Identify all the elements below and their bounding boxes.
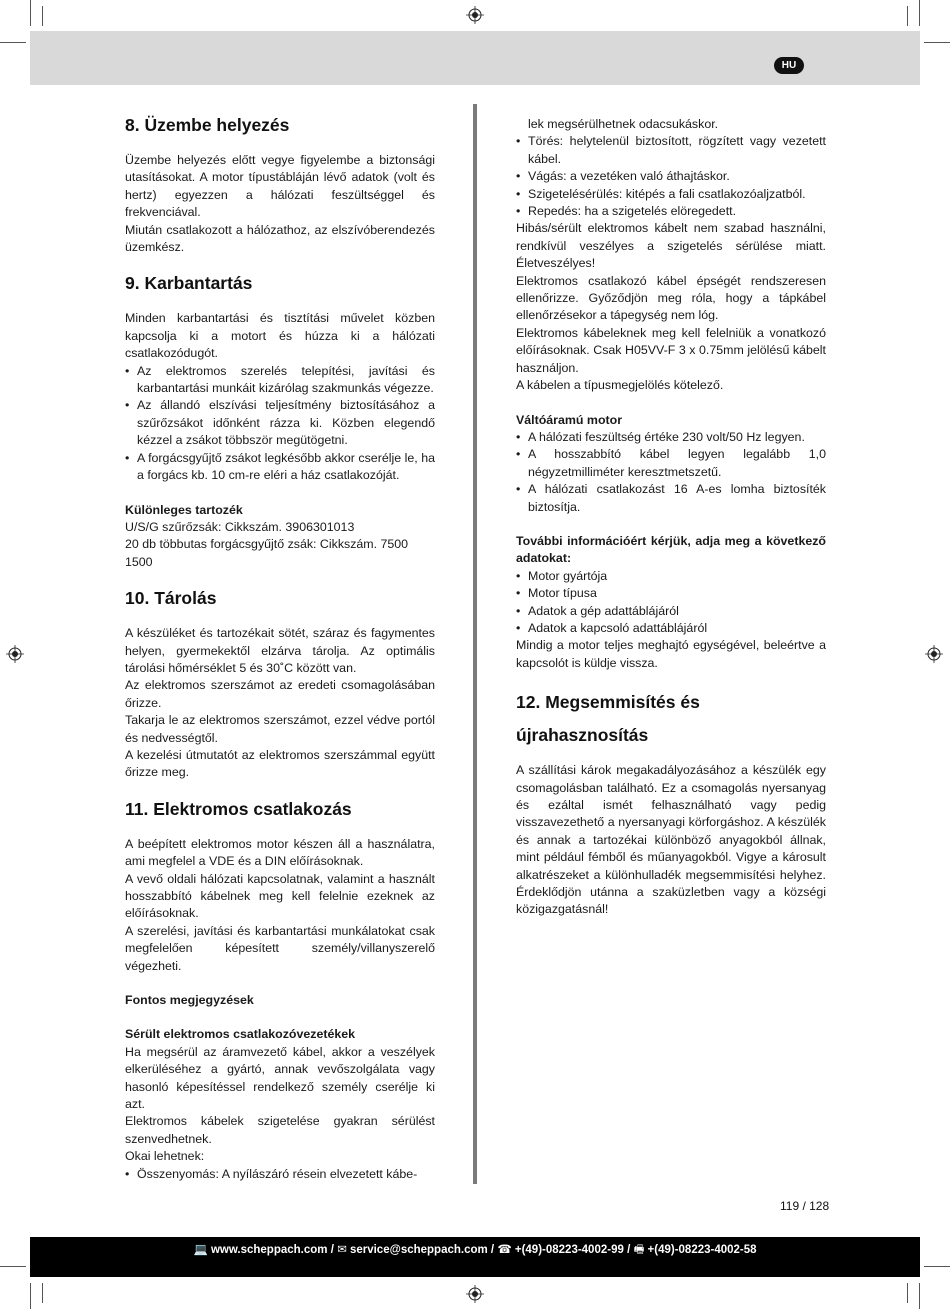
paragraph: A szerelési, javítási és karbantartási munkálatokat csak megfelelően képesített személy/villanyszerelő végezheti. (125, 923, 435, 973)
section-title-maintenance: 9. Karbantartás (125, 273, 253, 294)
crop-mark (30, 1283, 31, 1309)
paragraph: Üzembe helyezés előtt vegye figyelembe a biztonsági utasításokat. A motor típustábláján lévő adatok (volt és hertz) egyezzen a hálózati feszültséggel és frekvenciával. (125, 153, 435, 220)
crop-mark (0, 1266, 26, 1267)
footer-bar (30, 1237, 920, 1277)
fax-icon: 🖷 (633, 1244, 645, 1256)
phone-number: +(49)-08223-4002-99 (514, 1244, 624, 1256)
paragraph: Elektromos csatlakozó kábel épségét rendszeresen ellenőrizze. Győződjön meg róla, hogy a tápkábel ellenőrzésekor a tápegység nem lóg. (516, 273, 826, 323)
crop-mark (919, 0, 920, 26)
subheading-important-notes: Fontos megjegyzések (125, 993, 254, 1008)
website-link[interactable]: www.scheppach.com (210, 1244, 328, 1256)
paragraph: Mindig a motor teljes meghajtó egységével, beleértve a kapcsolót is küldje vissza. (516, 638, 826, 670)
causes-list (516, 133, 826, 220)
paragraph: A készüléket és tartozékait sötét, száraz és fagymentes helyen, gyermekektől elzárva tárolja. Az optimális tárolási hőmérséklet 5 és 30˚C között van. (125, 626, 435, 675)
page-number: 119 / 128 (780, 1199, 830, 1213)
ac-motor-list (516, 429, 826, 516)
paragraph: A kábelen a típusmegjelölés kötelező. (516, 378, 724, 393)
paragraph: A szállítási károk megakadályozásához a készülék egy csomagolásban található. Ez a csomagolás nyersanyag és ezáltal ismét felhasználható vagy pedig visszavezethető a nyersanyagi körforgáshoz. A készülék és annak a tartozékai különböző anyagokból állnak, mint például fémből és műanyagokból. Vigye a károsult alkatrészeket a különhulladék megsemmisítési helyhez. Érdeklődjön utánna a szaküzletben vagy a községi közigazgatásnál! (516, 763, 826, 917)
list-item: • A hálózati csatlakozást 16 A-es lomha biztosíték biztosítja. (516, 481, 826, 516)
list-item-continuation: lek megsérülhetnek odacsukáskor. (528, 117, 719, 131)
separator: / (487, 1244, 498, 1256)
causes-list-continued (516, 116, 826, 133)
subheading-further-info: További információért kérjük, adja meg a következő adatokat: (516, 533, 826, 566)
separator: / (327, 1244, 338, 1256)
computer-icon: 💻 (193, 1244, 208, 1256)
subheading-ac-motor: Váltóáramú motor (516, 412, 623, 427)
paragraph: Minden karbantartási és tisztítási művelet közben kapcsolja ki a motort és húzza ki a hálózati csatlakozódugót. (125, 311, 435, 361)
list-item: • Vágás: a vezetéken való áthajtáskor. (516, 168, 826, 185)
registration-mark-icon (925, 645, 943, 663)
list-item: • Motor típusa (516, 585, 826, 602)
paragraph: Elektromos kábeleknek meg kell felelniük a vonatkozó előírásoknak. Csak H05VV-F 3 x 0.75mm jelölésű kábelt használjon. (516, 325, 826, 375)
causes-list-start (125, 1166, 435, 1183)
section-title-storage: 10. Tárolás (125, 588, 217, 609)
list-item: • Az állandó elszívási teljesítmény biztosításához a szűrőzsákot időnként rázza ki. Közben elegendő kézzel a zsákot többször megütögetni. (125, 397, 435, 449)
registration-mark-icon (6, 645, 24, 663)
maintenance-list (125, 363, 435, 485)
mail-icon: ✉ (337, 1244, 347, 1256)
paragraph: Az elektromos szerszámot az eredeti csomagolásában őrizze. (125, 678, 435, 710)
crop-mark (924, 1266, 950, 1267)
list-item: • A hálózati feszültség értéke 230 volt/50 Hz legyen. (516, 429, 826, 446)
info-list (516, 568, 826, 638)
crop-mark (924, 42, 950, 43)
list-item: • Motor gyártója (516, 568, 826, 585)
paragraph: Okai lehetnek: (125, 1149, 205, 1164)
crop-mark (30, 0, 31, 26)
accessory-line: U/S/G szűrőzsák: Cikkszám. 3906301013 (125, 519, 355, 534)
subheading-damaged-cables: Sérült elektromos csatlakozóvezetékek (125, 1027, 356, 1042)
paragraph: Ha megsérül az áramvezető kábel, akkor a veszélyek elkerüléséhez a gyártó, annak vevőszolgálata vagy hasonló képesítéssel rendelkező személy cserélje ki azt. (125, 1044, 435, 1112)
list-item: • Az elektromos szerelés telepítési, javítási és karbantartási munkáit kizárólag szakmunkás végezze. (125, 363, 435, 398)
registration-mark-icon (466, 6, 484, 24)
crop-mark (907, 6, 908, 26)
fax-number: +(49)-08223-4002-58 (647, 1244, 757, 1256)
list-item: • A forgácsgyűjtő zsákot legkésőbb akkor cserélje le, ha a forgács kb. 10 cm-re eléri a ház csatlakozóját. (125, 450, 435, 485)
list-item: • A hosszabbító kábel legyen legalább 1,0 négyzetmilliméter keresztmetszetű. (516, 446, 826, 481)
phone-icon: ☎ (497, 1244, 512, 1256)
section-title-disposal: 12. Megsemmisítés és újrahasznosítás (516, 692, 700, 746)
paragraph: Miután csatlakozott a hálózathoz, az elszívóberendezés üzemkész. (125, 222, 435, 255)
list-item: • Adatok a kapcsoló adattáblájáról (516, 620, 826, 637)
section-title-startup: 8. Üzembe helyezés (125, 115, 290, 135)
list-item: • Szigetelésérülés: kitépés a fali csatlakozóaljzatból. (516, 186, 826, 203)
list-item: • Adatok a gép adattáblájáról (516, 603, 826, 620)
paragraph: A kezelési útmutatót az elektromos szerszámmal együtt őrizze meg. (125, 747, 435, 780)
language-badge: HU (774, 57, 804, 74)
email-link[interactable]: service@scheppach.com (349, 1244, 488, 1256)
subheading-accessories: Különleges tartozék (125, 502, 243, 517)
paragraph: A vevő oldali hálózati kapcsolatnak, valamint a használt hosszabbító kábelnek meg kell felelnie ezeknek az előírásoknak. (125, 871, 435, 921)
column-divider (473, 104, 477, 1184)
left-column (125, 108, 435, 1183)
list-item: • Repedés: ha a szigetelés elöregedett. (516, 203, 826, 220)
paragraph: Takarja le az elektromos szerszámot, ezzel védve portól és nedvességtől. (125, 713, 435, 745)
paragraph: Hibás/sérült elektromos kábelt nem szabad használni, rendkívül veszélyes a szigetelés sérülése miatt. Életveszélyes! (516, 221, 826, 271)
crop-mark (919, 1283, 920, 1309)
paragraph: A beépített elektromos motor készen áll a használatra, ami megfelel a VDE és a DIN előírásoknak. (125, 836, 435, 869)
crop-mark (42, 1283, 43, 1303)
separator: / (623, 1244, 634, 1256)
crop-mark (907, 1283, 908, 1303)
right-column (516, 116, 826, 919)
accessory-line: 20 db többutas forgácsgyűjtő zsák: Cikkszám. 7500 1500 (125, 537, 409, 569)
paragraph: Elektromos kábelek szigetelése gyakran sérülést szenvedhetnek. (125, 1114, 435, 1146)
list-item: • Összenyomás: A nyílászáró résein elvezetett kábe- (125, 1166, 435, 1183)
crop-mark (0, 42, 26, 43)
crop-mark (42, 6, 43, 26)
list-item: • Törés: helytelenül biztosított, rögzített vagy vezetett kábel. (516, 133, 826, 168)
section-title-electrical-connection: 11. Elektromos csatlakozás (125, 798, 352, 819)
registration-mark-icon (466, 1285, 484, 1303)
